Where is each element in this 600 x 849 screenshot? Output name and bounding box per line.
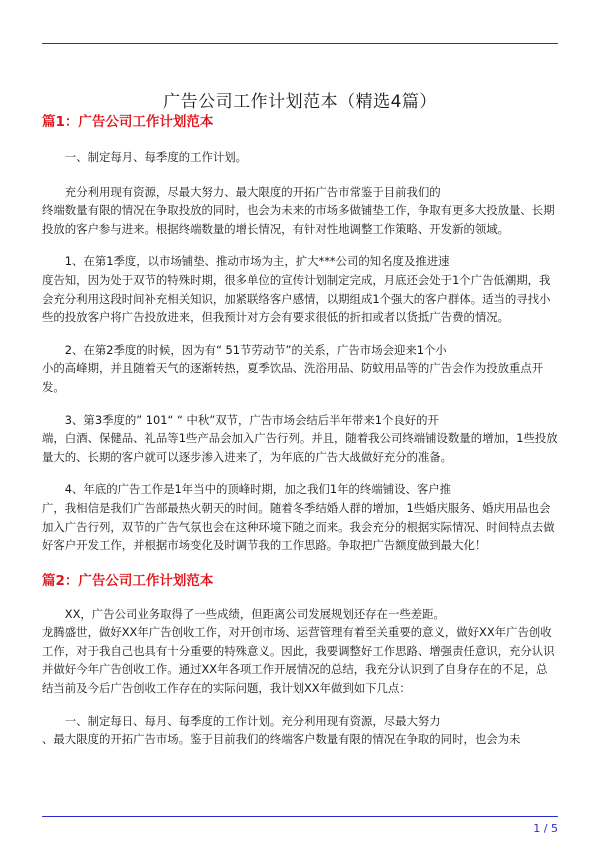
paragraph: 一、制定每月、每季度的工作计划。 xyxy=(64,150,248,164)
paragraph: 、最大限度的开拓广告市场。鉴于目前我们的终端客户数量有限的情况在争取的同时，也会为未 xyxy=(42,732,521,747)
paragraph: 端，白酒、保健品、礼品等1些产品会加入广告行列。并且，随着我公司终端铺设数量的增加，1些投放量大的、长期的客户就可以逐步渗入进来了，为年底的广告大战做好充分的准备。 xyxy=(42,431,558,464)
header-rule xyxy=(42,43,558,44)
paragraph: 终端数量有限的情况在争取投放的同时，也会为未来的市场多做铺垫工作，争取有更多大投放量、长期投放的客户参与进来。根据终端数量的增长情况，有针对性地调整工作策略、开发新的领域。 xyxy=(42,203,555,236)
section-2-heading: 篇2：广告公司工作计划范本 xyxy=(42,572,214,589)
paragraph: 4、年底的广告工作是1年当中的顶峰时期，加之我们1年的终端铺设、客户推 xyxy=(64,482,452,497)
paragraph: 2、在第2季度的时候，因为有“ 51节劳动节”的关系，广告市场会迎来1个小 xyxy=(64,342,447,357)
paragraph: 广，我相信是我们广告部最热火朝天的时间。随着冬季结婚人群的增加，1些婚庆服务、婚庆用品也会加入广告行列，双节的广告气氛也会在这种环境下随之而来。我会充分的根据实际情况、时间特点去做好客户开发工作，并根据市场变化及时调节我的工作思路。争取把广告额度做到最大化！ xyxy=(42,500,555,553)
paragraph: 小的高峰期，并且随着天气的逐渐转热，夏季饮品、洗浴用品、防蚊用品等的广告会作为投放重点开发。 xyxy=(42,361,544,394)
document-body xyxy=(42,112,558,749)
footer-rule xyxy=(42,816,558,817)
page-indicator: 1 / 5 xyxy=(533,822,558,835)
paragraph: XX，广告公司业务取得了一些成绩，但距离公司发展规划还存在一些差距。 xyxy=(64,606,445,621)
paragraph: 度告知，因为处于双节的特殊时期，很多单位的宣传计划制定完成，月底还会处于1个广告低潮期，我会充分利用这段时间补充相关知识，加紧联络客户感情，以期组成1个强大的客户群体。适当的寻找小些的投放客户将广告投放进来，但我预计对方会有要求很低的折扣或者以货抵广告费的情况。 xyxy=(42,272,551,325)
section-1-heading: 篇1：广告公司工作计划范本 xyxy=(42,114,214,130)
paragraph: 3、第3季度的” 101“ “ 中秋”双节，广告市场会结后半年带来1个良好的开 xyxy=(64,412,439,427)
paragraph: 一、制定每日、每月、每季度的工作计划。充分利用现有资源，尽最大努力 xyxy=(64,713,441,728)
paragraph: 1、在第1季度，以市场铺垫、推动市场为主，扩大***公司的知名度及推进速 xyxy=(64,254,450,269)
paragraph: 充分利用现有资源，尽最大努力、最大限度的开拓广告市常鉴于目前我们的 xyxy=(64,184,441,199)
document-title: 广告公司工作计划范本（精选4篇） xyxy=(163,92,437,113)
paragraph: 龙腾盛世，做好XX年广告创收工作，对开创市场、运营管理有着至关重要的意义，做好XX年广告创收工作，对于我自己也具有十分重要的特殊意义。因此，我要调整好工作思路、增强责任意识，充分认识并做好今年广告创收工作。通过XX年各项工作开展情况的总结，我充分认识到了自身存在的不足，总结当前及今后广告创收工作存在的实际问题，我计划XX年做到如下几点： xyxy=(42,625,555,696)
